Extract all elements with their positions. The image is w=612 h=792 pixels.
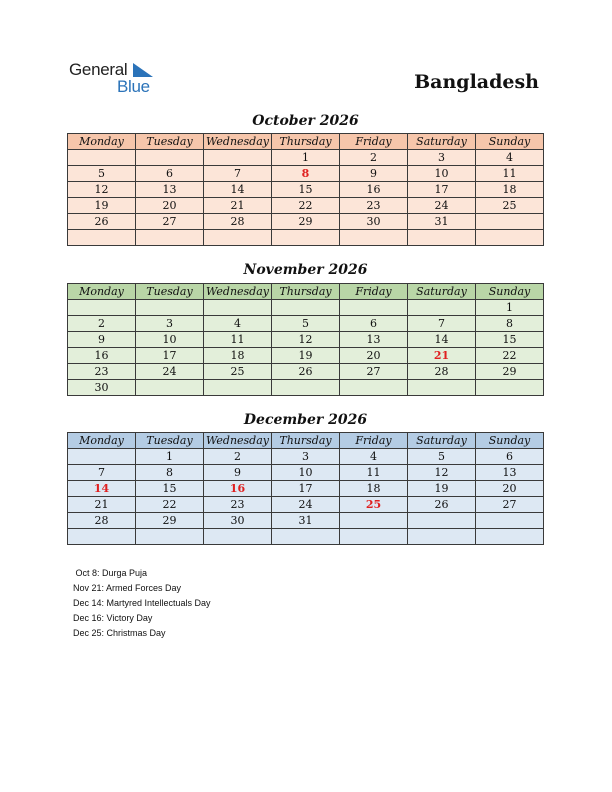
empty-day-cell [68, 529, 136, 545]
day-cell: 20 [136, 198, 204, 214]
week-row [68, 332, 544, 348]
day-cell: 27 [340, 364, 408, 380]
empty-day-cell [136, 380, 204, 396]
weekday-header: Tuesday [136, 284, 204, 300]
empty-day-cell [476, 214, 544, 230]
empty-day-cell [408, 300, 476, 316]
day-cell: 6 [476, 449, 544, 465]
day-cell: 4 [340, 449, 408, 465]
day-cell: 24 [272, 497, 340, 513]
day-cell: 19 [68, 198, 136, 214]
day-cell: 25 [204, 364, 272, 380]
holiday-note: Dec 14: Martyred Intellectuals Day [73, 598, 211, 608]
week-row [68, 497, 544, 513]
day-cell: 12 [408, 465, 476, 481]
empty-day-cell [204, 230, 272, 246]
day-cell: 13 [340, 332, 408, 348]
holiday-notes [73, 568, 211, 643]
day-cell: 19 [408, 481, 476, 497]
day-cell: 17 [272, 481, 340, 497]
week-row [68, 300, 544, 316]
calendar-october [67, 133, 544, 246]
week-row [68, 513, 544, 529]
weekday-header: Saturday [408, 134, 476, 150]
empty-day-cell [476, 529, 544, 545]
day-cell: 29 [272, 214, 340, 230]
day-cell: 12 [68, 182, 136, 198]
holiday-note: Nov 21: Armed Forces Day [73, 583, 182, 593]
empty-day-cell [272, 380, 340, 396]
day-cell: 7 [204, 166, 272, 182]
weekday-header: Thursday [272, 284, 340, 300]
week-row [68, 166, 544, 182]
weekday-header: Thursday [272, 134, 340, 150]
day-cell: 28 [204, 214, 272, 230]
empty-day-cell [136, 529, 204, 545]
week-row [68, 316, 544, 332]
empty-day-cell [68, 300, 136, 316]
day-cell: 12 [272, 332, 340, 348]
day-cell: 24 [408, 198, 476, 214]
empty-day-cell [272, 300, 340, 316]
day-cell: 20 [476, 481, 544, 497]
weekday-header: Sunday [476, 284, 544, 300]
weekday-header: Wednesday [204, 284, 272, 300]
holiday-note: Dec 16: Victory Day [73, 613, 153, 623]
day-cell: 21 [68, 497, 136, 513]
week-row [68, 380, 544, 396]
weekday-header: Friday [340, 433, 408, 449]
day-cell: 4 [204, 316, 272, 332]
empty-day-cell [408, 529, 476, 545]
month-title-december: December 2026 [243, 412, 368, 428]
empty-day-cell [204, 529, 272, 545]
empty-day-cell [68, 150, 136, 166]
holiday-note: Oct 8: Durga Puja [73, 568, 148, 578]
week-row [68, 182, 544, 198]
country-title: Bangladesh [414, 71, 539, 93]
weekday-header: Tuesday [136, 433, 204, 449]
day-cell: 28 [68, 513, 136, 529]
day-cell: 15 [136, 481, 204, 497]
logo-word-blue: Blue [117, 77, 150, 96]
day-cell: 23 [204, 497, 272, 513]
day-cell: 22 [476, 348, 544, 364]
day-cell: 3 [136, 316, 204, 332]
weekday-header: Monday [68, 284, 136, 300]
day-cell: 24 [136, 364, 204, 380]
empty-day-cell [408, 230, 476, 246]
week-row [68, 449, 544, 465]
day-cell: 9 [204, 465, 272, 481]
day-cell: 6 [136, 166, 204, 182]
week-row [68, 150, 544, 166]
day-cell: 10 [136, 332, 204, 348]
day-cell: 14 [68, 481, 136, 497]
day-cell: 14 [408, 332, 476, 348]
weekday-header: Saturday [408, 284, 476, 300]
day-cell: 29 [476, 364, 544, 380]
empty-day-cell [340, 513, 408, 529]
empty-day-cell [204, 380, 272, 396]
day-cell: 17 [136, 348, 204, 364]
week-row [68, 348, 544, 364]
empty-day-cell [340, 380, 408, 396]
calendar-december [67, 432, 544, 545]
day-cell: 11 [340, 465, 408, 481]
calendar-november [67, 283, 544, 396]
day-cell: 31 [272, 513, 340, 529]
day-cell: 13 [136, 182, 204, 198]
day-cell: 11 [476, 166, 544, 182]
day-cell: 30 [68, 380, 136, 396]
logo-word-general: General [69, 60, 128, 79]
weekday-header: Tuesday [136, 134, 204, 150]
empty-day-cell [136, 150, 204, 166]
weekday-header: Thursday [272, 433, 340, 449]
day-cell: 15 [272, 182, 340, 198]
empty-day-cell [408, 513, 476, 529]
day-cell: 21 [204, 198, 272, 214]
week-row [68, 214, 544, 230]
day-cell: 8 [136, 465, 204, 481]
day-cell: 25 [476, 198, 544, 214]
weekday-header: Saturday [408, 433, 476, 449]
week-row [68, 364, 544, 380]
day-cell: 27 [136, 214, 204, 230]
week-row [68, 465, 544, 481]
holiday-note: Dec 25: Christmas Day [73, 628, 166, 638]
day-cell: 10 [272, 465, 340, 481]
empty-day-cell [340, 230, 408, 246]
week-row [68, 529, 544, 545]
day-cell: 1 [272, 150, 340, 166]
day-cell: 5 [272, 316, 340, 332]
empty-day-cell [476, 380, 544, 396]
empty-day-cell [272, 230, 340, 246]
day-cell: 16 [68, 348, 136, 364]
day-cell: 11 [204, 332, 272, 348]
day-cell: 23 [340, 198, 408, 214]
weekday-header: Friday [340, 134, 408, 150]
empty-day-cell [476, 513, 544, 529]
empty-day-cell [136, 300, 204, 316]
empty-day-cell [476, 230, 544, 246]
day-cell: 18 [340, 481, 408, 497]
weekday-header: Wednesday [204, 134, 272, 150]
week-row [68, 198, 544, 214]
weekday-header-row [68, 134, 544, 150]
day-cell: 3 [408, 150, 476, 166]
day-cell: 28 [408, 364, 476, 380]
day-cell: 1 [136, 449, 204, 465]
day-cell: 19 [272, 348, 340, 364]
generalblue-logo [69, 60, 169, 96]
day-cell: 23 [68, 364, 136, 380]
weekday-header: Sunday [476, 134, 544, 150]
day-cell: 4 [476, 150, 544, 166]
day-cell: 26 [408, 497, 476, 513]
empty-day-cell [340, 529, 408, 545]
week-row [68, 230, 544, 246]
day-cell: 8 [476, 316, 544, 332]
weekday-header: Wednesday [204, 433, 272, 449]
day-cell: 3 [272, 449, 340, 465]
day-cell: 9 [340, 166, 408, 182]
day-cell: 9 [68, 332, 136, 348]
day-cell: 2 [68, 316, 136, 332]
day-cell: 5 [408, 449, 476, 465]
week-row [68, 481, 544, 497]
day-cell: 16 [204, 481, 272, 497]
day-cell: 29 [136, 513, 204, 529]
day-cell: 30 [204, 513, 272, 529]
empty-day-cell [68, 230, 136, 246]
day-cell: 22 [272, 198, 340, 214]
logo-flag-icon [133, 63, 153, 77]
day-cell: 31 [408, 214, 476, 230]
weekday-header: Monday [68, 134, 136, 150]
empty-day-cell [408, 380, 476, 396]
day-cell: 2 [340, 150, 408, 166]
day-cell: 26 [272, 364, 340, 380]
day-cell: 13 [476, 465, 544, 481]
day-cell: 15 [476, 332, 544, 348]
day-cell: 17 [408, 182, 476, 198]
day-cell: 18 [204, 348, 272, 364]
empty-day-cell [204, 300, 272, 316]
month-title-october: October 2026 [252, 113, 359, 129]
day-cell: 25 [340, 497, 408, 513]
empty-day-cell [136, 230, 204, 246]
day-cell: 10 [408, 166, 476, 182]
day-cell: 8 [272, 166, 340, 182]
empty-day-cell [272, 529, 340, 545]
day-cell: 20 [340, 348, 408, 364]
empty-day-cell [68, 449, 136, 465]
month-title-november: November 2026 [243, 262, 368, 278]
day-cell: 6 [340, 316, 408, 332]
day-cell: 7 [68, 465, 136, 481]
empty-day-cell [204, 150, 272, 166]
day-cell: 26 [68, 214, 136, 230]
day-cell: 5 [68, 166, 136, 182]
day-cell: 27 [476, 497, 544, 513]
day-cell: 30 [340, 214, 408, 230]
empty-day-cell [340, 300, 408, 316]
day-cell: 21 [408, 348, 476, 364]
weekday-header: Sunday [476, 433, 544, 449]
weekday-header-row [68, 284, 544, 300]
day-cell: 1 [476, 300, 544, 316]
weekday-header: Friday [340, 284, 408, 300]
day-cell: 22 [136, 497, 204, 513]
day-cell: 7 [408, 316, 476, 332]
weekday-header-row [68, 433, 544, 449]
weekday-header: Monday [68, 433, 136, 449]
day-cell: 2 [204, 449, 272, 465]
day-cell: 14 [204, 182, 272, 198]
day-cell: 16 [340, 182, 408, 198]
day-cell: 18 [476, 182, 544, 198]
